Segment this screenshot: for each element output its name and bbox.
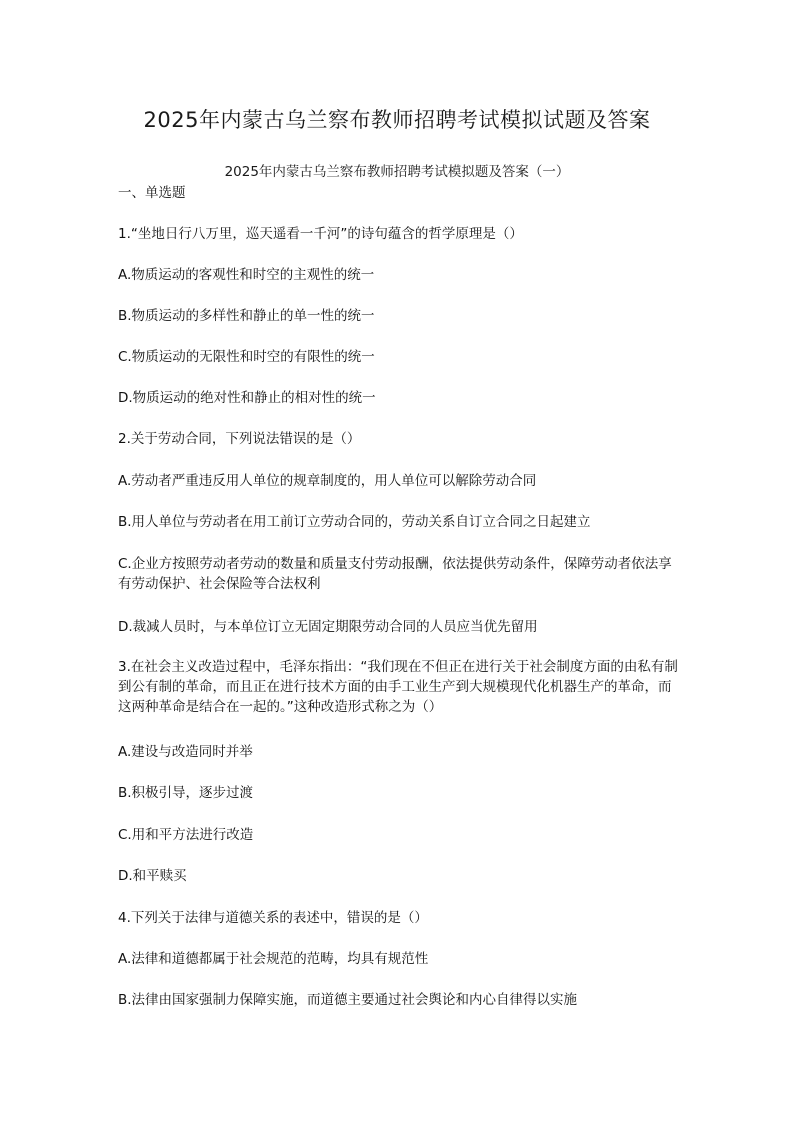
question-3-option-a: A.建设与改造同时并举 bbox=[118, 744, 253, 760]
question-2-option-b: B.用人单位与劳动者在用工前订立劳动合同的，劳动关系自订立合同之日起建立 bbox=[118, 514, 591, 530]
question-1-option-b: B.物质运动的多样性和静止的单一性的统一 bbox=[118, 308, 375, 324]
question-3-option-c: C.用和平方法进行改造 bbox=[118, 827, 254, 843]
document-title: 2025年内蒙古乌兰察布教师招聘考试模拟试题及答案 bbox=[143, 108, 651, 132]
question-3-option-b: B.积极引导，逐步过渡 bbox=[118, 785, 254, 801]
question-4-option-b: B.法律由国家强制力保障实施，而道德主要通过社会舆论和内心自律得以实施 bbox=[118, 992, 578, 1008]
question-1-stem: 1.“坐地日行八万里，巡天遥看一千河”的诗句蕴含的哲学原理是（） bbox=[118, 226, 523, 242]
question-4-stem: 4.下列关于法律与道德关系的表述中，错误的是（） bbox=[118, 910, 428, 926]
section-heading: 一、单选题 bbox=[118, 185, 186, 201]
question-2-option-c: C.企业方按照劳动者劳动的数量和质量支付劳动报酬，依法提供劳动条件，保障劳动者依法享有劳动保护、社会保险等合法权利 bbox=[118, 556, 672, 592]
question-1-option-d: D.物质运动的绝对性和静止的相对性的统一 bbox=[118, 390, 376, 406]
question-3-option-d: D.和平赎买 bbox=[118, 868, 187, 884]
question-2-stem: 2.关于劳动合同，下列说法错误的是（） bbox=[118, 431, 361, 447]
question-2-option-a: A.劳动者严重违反用人单位的规章制度的，用人单位可以解除劳动合同 bbox=[118, 473, 537, 489]
question-2-option-d: D.裁减人员时，与本单位订立无固定期限劳动合同的人员应当优先留用 bbox=[118, 619, 538, 635]
question-3-stem: 3.在社会主义改造过程中，毛泽东指出：“我们现在不但正在进行关于社会制度方面的由私有制到公有制的革命，而且正在进行技术方面的由手工业生产到大规模现代化机器生产的革命，而这两种革命是结合在一起的。”这种改造形式称之为（） bbox=[118, 659, 678, 715]
question-1-option-a: A.物质运动的客观性和时空的主观性的统一 bbox=[118, 267, 375, 283]
question-1-option-c: C.物质运动的无限性和时空的有限性的统一 bbox=[118, 349, 375, 365]
question-4-option-a: A.法律和道德都属于社会规范的范畴，均具有规范性 bbox=[118, 951, 429, 967]
document-subtitle: 2025年内蒙古乌兰察布教师招聘考试模拟题及答案（一） bbox=[224, 164, 570, 180]
